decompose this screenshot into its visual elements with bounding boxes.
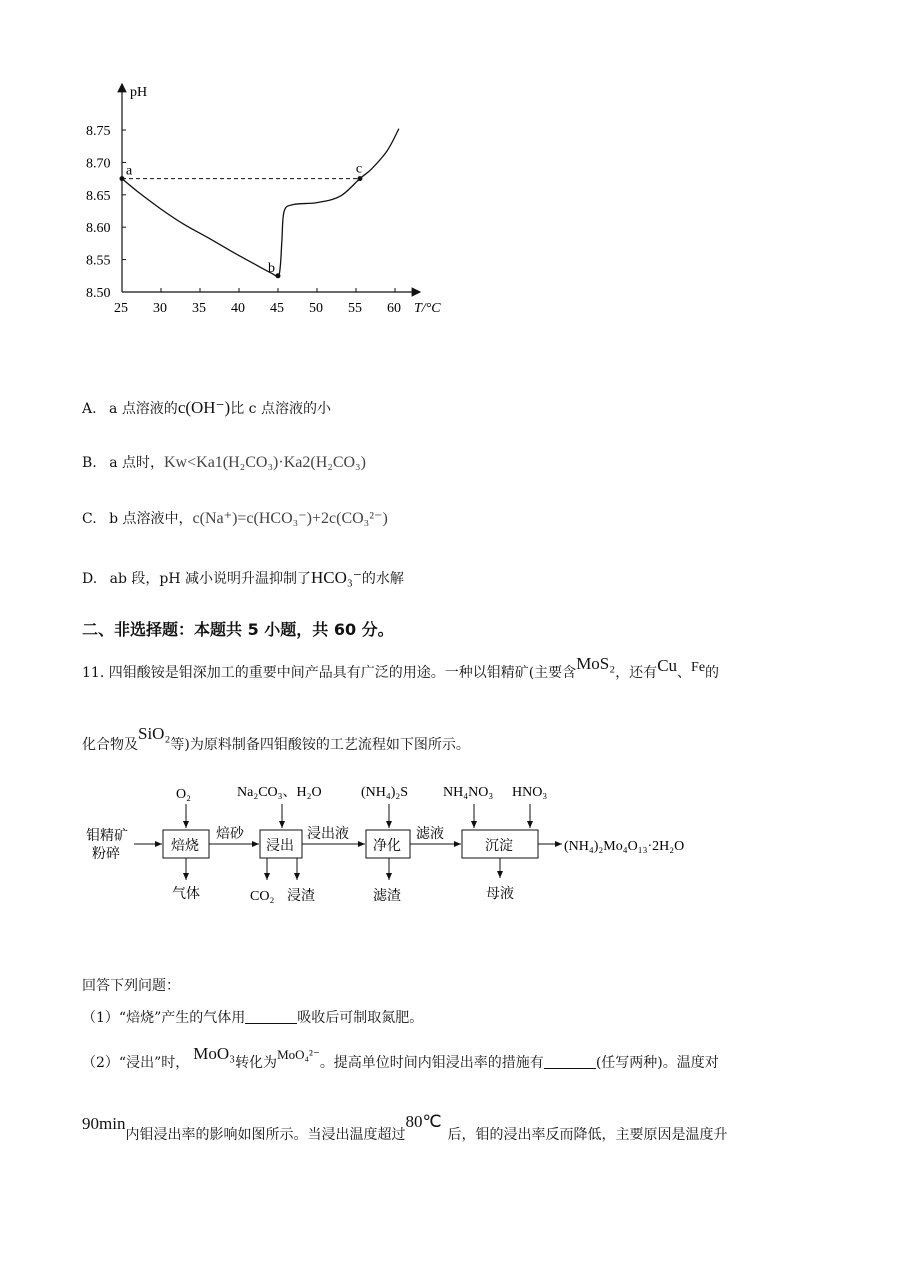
y-tick-label: 8.50	[86, 286, 111, 301]
q11-formula: Cu	[657, 656, 678, 675]
q11-text: ，还有	[615, 665, 658, 681]
q11-text: 11. 四钼酸铵是钼深加工的重要中间产品具有广泛的用途。一种以钼精矿(主要含	[82, 665, 577, 681]
point-label-b: b	[268, 260, 275, 276]
q11-text: 等)为原料制备四钼酸铵的工艺流程如下图所示。	[170, 737, 470, 753]
ph-temperature-chart	[0, 0, 470, 330]
option-formula: c(Na⁺)=c(HCO₃⁻)+2c(CO₃²⁻)	[192, 510, 388, 527]
question-text: 转化为	[235, 1055, 278, 1071]
output-co2: CO₂	[250, 889, 275, 904]
section-heading: 二、非选择题：本题共 5 小题，共 60 分。	[82, 620, 394, 639]
y-tick-label: 8.60	[86, 221, 111, 237]
option-letter: D.	[82, 571, 98, 587]
question-text: 吸收后可制取氮肥。	[297, 1010, 424, 1026]
x-axis-label: T/°C	[414, 301, 441, 316]
option-a[interactable]	[82, 398, 331, 418]
arrow-leachate-label: 浸出液	[307, 827, 349, 842]
input-na2co3: Na₂CO₃、H₂O	[237, 785, 322, 800]
option-b[interactable]	[82, 452, 366, 472]
option-letter: B.	[82, 455, 97, 471]
question-formula: 90min	[82, 1114, 126, 1133]
input-o2: O₂	[176, 787, 191, 802]
box-purify-label: 净化	[373, 839, 401, 854]
box-roast-label: 焙烧	[171, 839, 199, 854]
product-label: (NH₄)₂Mo₄O₁₃·2H₂O	[564, 839, 685, 854]
output-residue: 浸渣	[287, 889, 315, 904]
point-label-c: c	[355, 161, 363, 177]
x-tick-label: 25	[114, 301, 128, 316]
option-c[interactable]	[82, 508, 388, 528]
questions-intro: 回答下列问题：	[82, 978, 180, 994]
question-text: 后，钼的浸出率反而降低，主要原因是温度升	[447, 1127, 728, 1143]
arrow-calcine-label: 焙砂	[216, 827, 244, 842]
y-tick-label: 8.70	[86, 156, 111, 172]
option-formula: HCO₃⁻	[311, 568, 362, 587]
box-leach-label: 浸出	[266, 839, 294, 854]
point-b	[276, 273, 281, 278]
question-2	[82, 1044, 719, 1072]
question-2-continued	[82, 1112, 728, 1144]
q11-line2	[82, 724, 470, 754]
output-filter-residue: 滤渣	[373, 889, 401, 904]
option-formula: Kw<Ka1(H₂CO₃)·Ka2(H₂CO₃)	[164, 454, 366, 471]
arrow-filtrate-label: 滤液	[416, 827, 444, 842]
x-tick-label: 50	[309, 301, 323, 316]
option-letter: A.	[82, 401, 97, 417]
question-text: （2）“浸出”时，	[82, 1055, 190, 1071]
q11-line1	[82, 654, 720, 682]
q11-text: 化合物及	[82, 737, 138, 753]
q11-formula: Fe	[691, 660, 706, 675]
q11-formula: SiO₂	[138, 724, 171, 743]
input-nh4no3: NH₄NO₃	[443, 785, 494, 800]
point-label-a: a	[126, 163, 133, 179]
y-tick-label: 8.55	[86, 253, 111, 269]
option-text: a 点溶液的	[109, 401, 178, 417]
start-crush: 粉碎	[92, 847, 120, 862]
option-formula: c(OH⁻)	[177, 398, 231, 417]
y-tick-label: 8.65	[86, 188, 111, 204]
point-c	[357, 176, 362, 181]
input-nh4s: (NH₄)₂S	[361, 785, 409, 800]
start-ore: 钼精矿	[86, 829, 128, 844]
option-text: b 点溶液中，	[109, 511, 193, 527]
question-formula: MoO₄²⁻	[277, 1047, 320, 1062]
option-text: a 点时，	[109, 455, 164, 471]
ph-curve	[122, 129, 399, 276]
y-axis-label: pH	[130, 85, 148, 100]
option-text: 比 c 点溶液的小	[230, 401, 331, 417]
question-text: （1）“焙烧”产生的气体用	[82, 1010, 246, 1026]
answer-blank[interactable]	[245, 1023, 297, 1024]
point-a	[120, 176, 125, 181]
question-formula: MoO₃	[193, 1044, 236, 1063]
x-tick-label: 30	[153, 301, 167, 316]
x-tick-label: 40	[231, 301, 245, 316]
x-tick-label: 60	[387, 301, 401, 316]
question-text: 内钼浸出率的影响如图所示。当浸出温度超过	[125, 1127, 406, 1143]
process-flow-diagram	[0, 770, 909, 910]
x-tick-label: 35	[192, 301, 206, 316]
question-text: (任写两种)。温度对	[595, 1055, 719, 1071]
input-hno3: HNO₃	[512, 785, 548, 800]
y-tick-label: 8.75	[86, 124, 111, 139]
q11-formula: MoS₂	[576, 654, 616, 673]
question-formula: 80℃	[405, 1112, 442, 1131]
output-gas: 气体	[172, 887, 200, 902]
option-text: ab 段，pH 减小说明升温抑制了	[109, 571, 312, 587]
output-mother-liquor: 母液	[486, 887, 514, 902]
x-tick-label: 45	[270, 301, 284, 316]
question-text: 。提高单位时间内钼浸出率的措施有	[319, 1055, 544, 1071]
q11-text: 、	[677, 665, 692, 681]
option-d[interactable]	[82, 568, 404, 588]
option-letter: C.	[82, 511, 97, 527]
answer-blank[interactable]	[544, 1068, 596, 1069]
box-precipitate-label: 沉淀	[485, 839, 513, 854]
x-tick-label: 55	[348, 301, 362, 316]
q11-text: 的	[705, 665, 720, 681]
option-text: 的水解	[361, 571, 404, 587]
question-1	[82, 1007, 423, 1027]
